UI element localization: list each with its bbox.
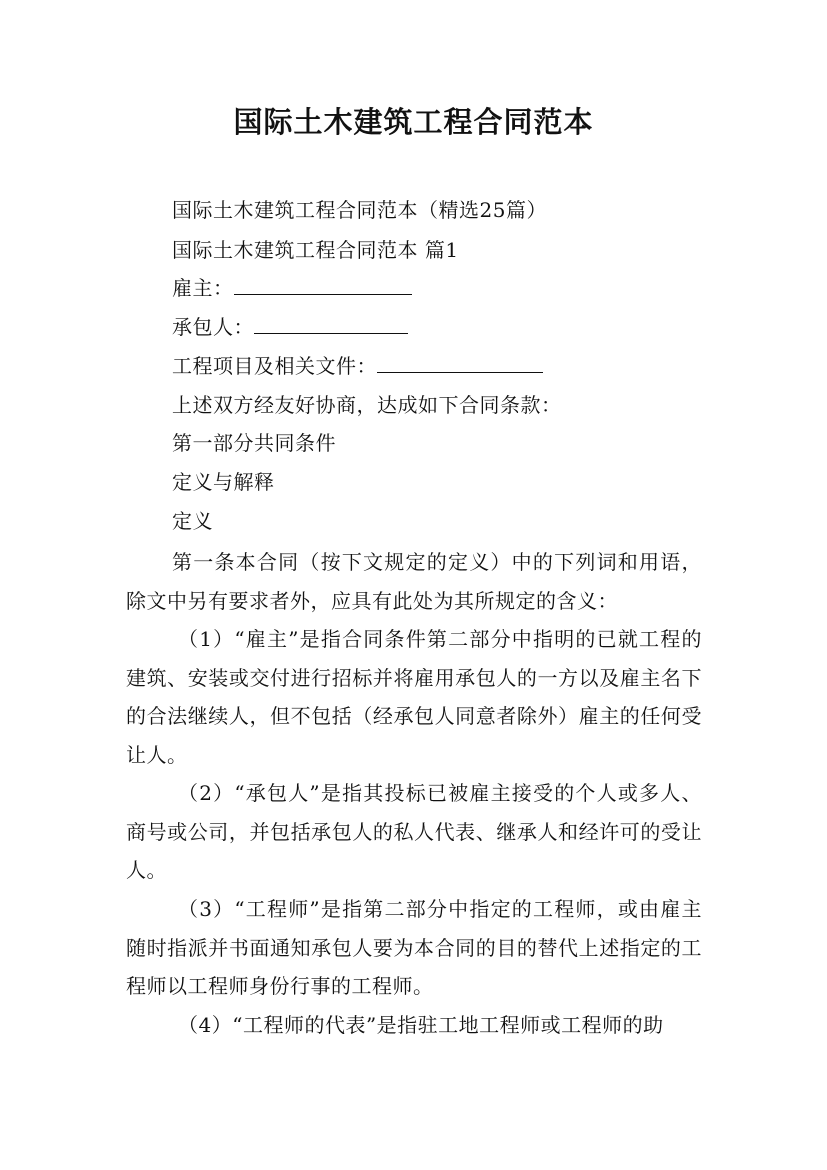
- document-subtitle: 国际土木建筑工程合同范本（精选25篇）: [172, 198, 547, 222]
- article-1: 第一条本合同（按下文规定的定义）中的下列词和用语，除文中另有要求者外，应具有此处为其所规定的含义：: [126, 550, 702, 613]
- clause-4: （4）“工程师的代表”是指驻工地工程师或工程师的助: [178, 1013, 664, 1037]
- definition-label: 定义: [172, 509, 213, 533]
- employer-label: 雇主：: [172, 276, 234, 300]
- project-label: 工程项目及相关文件：: [172, 354, 377, 378]
- clause-1: （1）“雇主”是指合同条件第二部分中指明的已就工程的建筑、安装或交付进行招标并将雇用承包人的一方以及雇主名下的合法继续人，但不包括（经承包人同意者除外）雇主的任何受让人。: [126, 627, 702, 767]
- contractor-blank: [254, 313, 408, 334]
- contractor-label: 承包人：: [172, 315, 254, 339]
- clause-2: （2）“承包人”是指其投标已被雇主接受的个人或多人、商号或公司，并包括承包人的私人代表、继承人和经许可的受让人。: [126, 781, 702, 882]
- clause-3: （3）“工程师”是指第二部分中指定的工程师，或由雇主随时指派并书面通知承包人要为本合同的目的替代上述指定的工程师以工程师身份行事的工程师。: [126, 897, 702, 998]
- project-blank: [377, 352, 543, 373]
- employer-blank: [234, 274, 412, 295]
- project-line: [172, 352, 543, 380]
- document-title: 国际土木建筑工程合同范本: [233, 105, 594, 139]
- contractor-line: [172, 313, 408, 341]
- section-heading: 国际土木建筑工程合同范本 篇1: [172, 238, 459, 262]
- definitions-heading: 定义与解释: [172, 470, 275, 494]
- employer-line: [172, 274, 412, 302]
- part-heading: 第一部分共同条件: [172, 431, 336, 455]
- intro-line: 上述双方经友好协商，达成如下合同条款：: [172, 393, 562, 417]
